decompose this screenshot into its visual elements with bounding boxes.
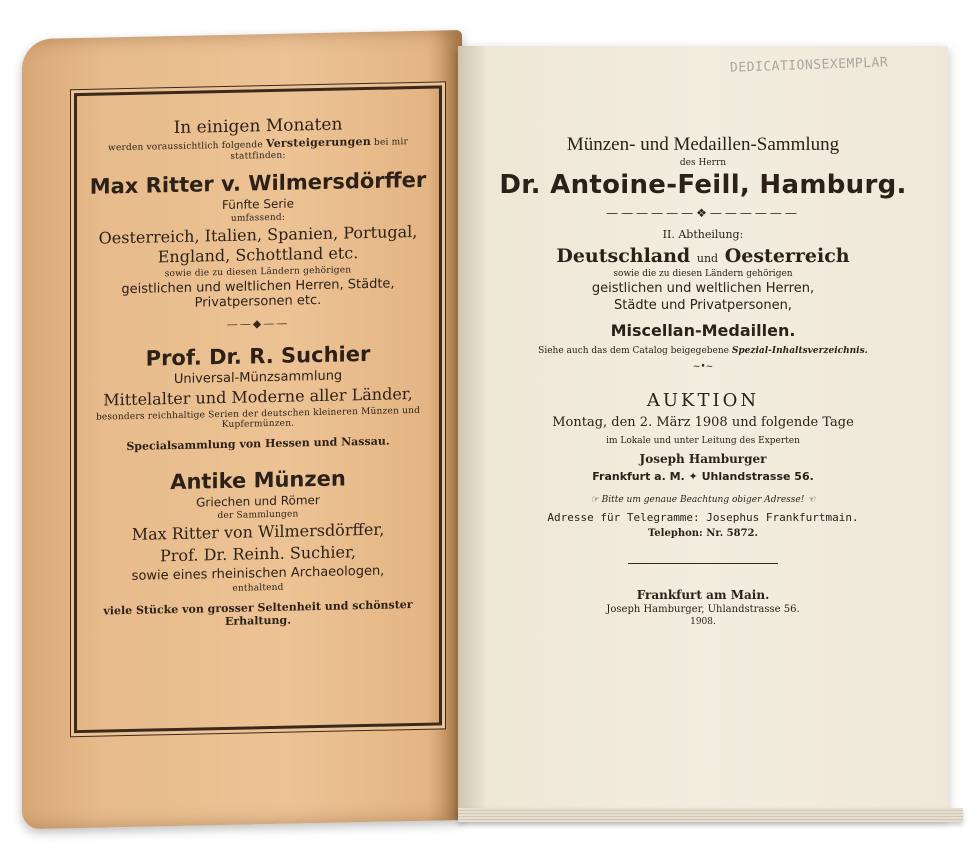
sale2-scope: Mittelalter und Moderne aller Länder, bbox=[103, 384, 413, 410]
auction-heading: AUKTION bbox=[646, 390, 760, 411]
expert-intro: im Lokale und unter Leitung des Experten bbox=[606, 436, 800, 446]
catalog-note-bold: Spezial-Inhaltsverzeichnis. bbox=[731, 346, 868, 356]
persons-line1: geistlichen und weltlichen Herren, bbox=[591, 281, 815, 296]
countries-heading bbox=[458, 245, 948, 267]
sale2-collection: Universal-Münzsammlung bbox=[173, 368, 343, 388]
sale2-detail: besonders reichhaltige Serien der deutschen kleineren Münzen und Kupfermünzen. bbox=[95, 405, 421, 431]
sale3-owner2: Prof. Dr. Reinh. Suchier, bbox=[160, 542, 356, 566]
left-page bbox=[22, 30, 462, 829]
address-hint: ☞ Bitte um genaue Beachtung obiger Adresse! ☜ bbox=[590, 495, 816, 505]
publication-year: 1908. bbox=[690, 617, 716, 627]
collection-owner: Dr. Antoine-Feill, Hamburg. bbox=[499, 170, 907, 200]
country-und: und bbox=[696, 252, 719, 265]
announcement-intro-line2: stattfinden: bbox=[230, 150, 286, 162]
horizontal-rule bbox=[628, 563, 778, 564]
dedication-stamp: DEDICATIONSEXEMPLAR bbox=[729, 55, 889, 76]
sale1-umfassend: umfassend: bbox=[230, 212, 286, 224]
telephone: Telephon: Nr. 5872. bbox=[648, 528, 758, 539]
right-page bbox=[458, 46, 948, 816]
sale3-name: Antike Münzen bbox=[170, 466, 346, 495]
medals-heading: Miscellan-Medaillen. bbox=[610, 321, 796, 340]
sale1-related: sowie die zu diesen Ländern gehörigen bbox=[164, 265, 352, 280]
sale2-name: Prof. Dr. R. Suchier bbox=[145, 341, 371, 371]
sale3-der: der Sammlungen bbox=[217, 509, 299, 522]
des-herrn-label: des Herrn bbox=[679, 158, 727, 168]
ornament-divider: ——◆—— bbox=[226, 316, 290, 331]
sale1-persons: geistlichen und weltlichen Herren, Städte, Privatpersonen etc. bbox=[121, 276, 395, 311]
sale2-special: Specialsammlung von Hessen und Nassau. bbox=[126, 434, 390, 454]
section-label: II. Abtheilung: bbox=[662, 228, 744, 241]
catalog-note-text: Siehe auch das dem Catalog beigegebene bbox=[538, 346, 729, 356]
publisher-city: Frankfurt am Main. bbox=[636, 588, 770, 602]
catalog-title: Münzen- und Medaillen-Sammlung bbox=[566, 134, 840, 155]
announcement-frame bbox=[74, 85, 442, 733]
sale3-enthaltend: enthaltend bbox=[232, 582, 284, 594]
persons-line2: Städte und Privatpersonen, bbox=[614, 298, 792, 313]
ornament-divider: ——————❖—————— bbox=[606, 206, 800, 220]
country-a: Deutschland bbox=[556, 245, 691, 267]
telegram-address: Adresse für Telegramme: Josephus Frankfurtmain. bbox=[547, 511, 859, 524]
sale3-block bbox=[77, 464, 439, 631]
intro-text-end: bei mir bbox=[374, 137, 408, 148]
small-ornament: ~•~ bbox=[692, 362, 714, 372]
intro-text: werden voraussichtlich folgende bbox=[108, 140, 263, 154]
catalog-note bbox=[458, 346, 948, 356]
sale3-owner1: Max Ritter von Wilmersdörffer, bbox=[131, 519, 385, 544]
sale3-sub: Griechen und Römer bbox=[196, 492, 320, 510]
related-note: sowie die zu diesen Ländern gehörigen bbox=[613, 269, 793, 279]
sale1-series: Fünfte Serie bbox=[221, 196, 295, 213]
intro-bold-text: Versteigerungen bbox=[265, 134, 371, 151]
expert-address: Frankfurt a. M. ✦ Uhlandstrasse 56. bbox=[592, 470, 814, 483]
announcement-header: In einigen Monaten bbox=[173, 114, 343, 139]
country-b: Oesterreich bbox=[724, 245, 850, 267]
sale3-owner3: sowie eines rheinischen Archaeologen, bbox=[131, 563, 385, 584]
sale3-closing: viele Stücke von grosser Seltenheit und schönster Erhaltung. bbox=[103, 598, 413, 628]
publisher-name: Joseph Hamburger, Uhlandstrasse 56. bbox=[606, 604, 800, 615]
page-edge bbox=[458, 808, 963, 822]
sale1-countries: Oesterreich, Italien, Spanien, Portugal, England, Schottland etc. bbox=[98, 221, 418, 267]
expert-name: Joseph Hamburger bbox=[639, 452, 767, 466]
sale1-name: Max Ritter v. Wilmersdörffer bbox=[89, 167, 427, 199]
sale2-block bbox=[77, 340, 439, 454]
auction-date: Montag, den 2. März 1908 und folgende Tage bbox=[552, 415, 854, 430]
